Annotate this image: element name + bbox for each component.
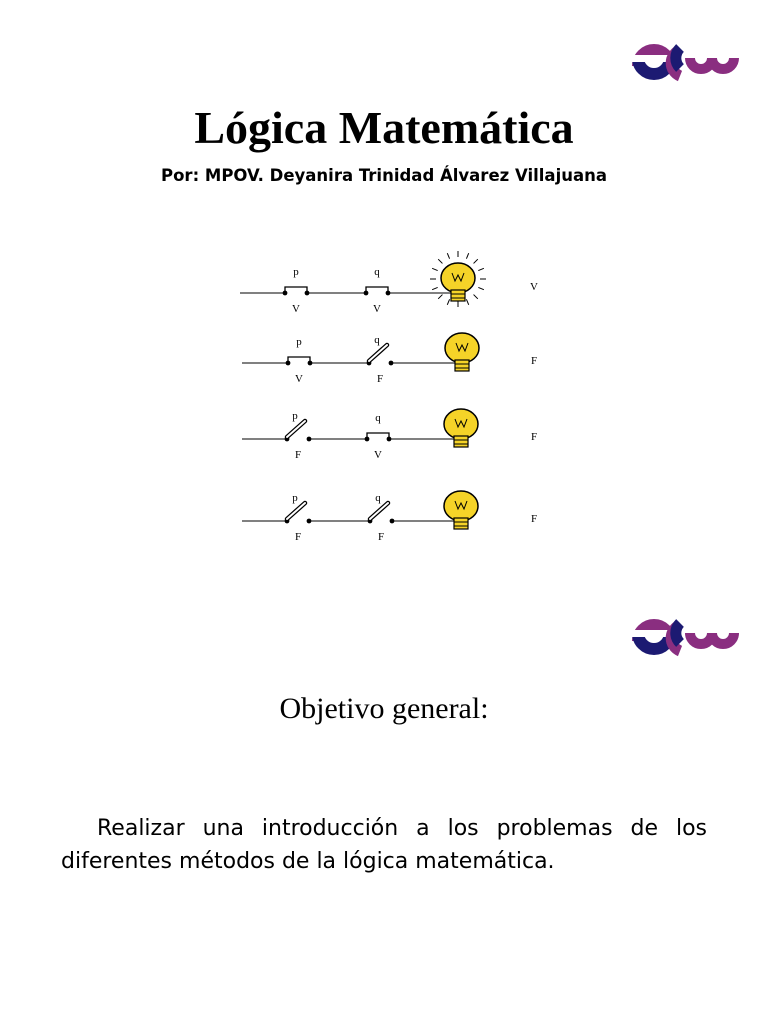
switch-label-p: p — [292, 410, 298, 422]
value-q: F — [376, 373, 384, 385]
switch-label-q: q — [374, 266, 380, 278]
switch-q — [368, 503, 395, 523]
switch-p — [285, 421, 312, 441]
circuit-row — [242, 491, 537, 543]
circuit-row — [240, 251, 538, 315]
switch-q — [367, 345, 394, 365]
section-heading: Objetivo general: — [279, 692, 489, 725]
circuit-row — [242, 409, 537, 461]
switch-label-p: p — [293, 266, 299, 278]
value-p: V — [292, 303, 300, 315]
value-p: V — [295, 373, 303, 385]
value-p: F — [294, 449, 302, 461]
institution-logo-icon — [620, 28, 740, 90]
value-q: F — [377, 531, 385, 543]
switch-p — [285, 503, 312, 523]
result-value: F — [530, 513, 538, 525]
light-bulb-icon — [445, 333, 479, 371]
result-value: F — [530, 355, 538, 367]
value-q: V — [373, 303, 381, 315]
switch-p — [286, 357, 313, 365]
value-q: V — [374, 449, 382, 461]
light-bulb-icon — [430, 251, 486, 307]
switch-label-q: q — [375, 412, 381, 424]
objective-text: Realizar una introducción a los problemas de los diferentes métodos de la lógica matemática. — [61, 816, 707, 874]
switch-label-q: q — [374, 334, 380, 346]
author-line: Por: MPOV. Deyanira Trinidad Álvarez Villajuana — [161, 166, 607, 185]
institution-logo-icon — [620, 603, 740, 665]
circuit-diagram — [230, 238, 560, 548]
circuit-row — [242, 333, 537, 385]
presentation-title: Lógica Matemática — [194, 102, 574, 153]
switch-p — [283, 287, 310, 295]
switch-q — [364, 287, 391, 295]
switch-label-q: q — [375, 492, 381, 504]
result-value: V — [530, 281, 538, 293]
switch-q — [365, 433, 392, 441]
light-bulb-icon — [444, 409, 478, 447]
switch-label-p: p — [296, 336, 302, 348]
switch-label-p: p — [292, 492, 298, 504]
light-bulb-icon — [444, 491, 478, 529]
result-value: F — [530, 431, 538, 443]
value-p: F — [294, 531, 302, 543]
